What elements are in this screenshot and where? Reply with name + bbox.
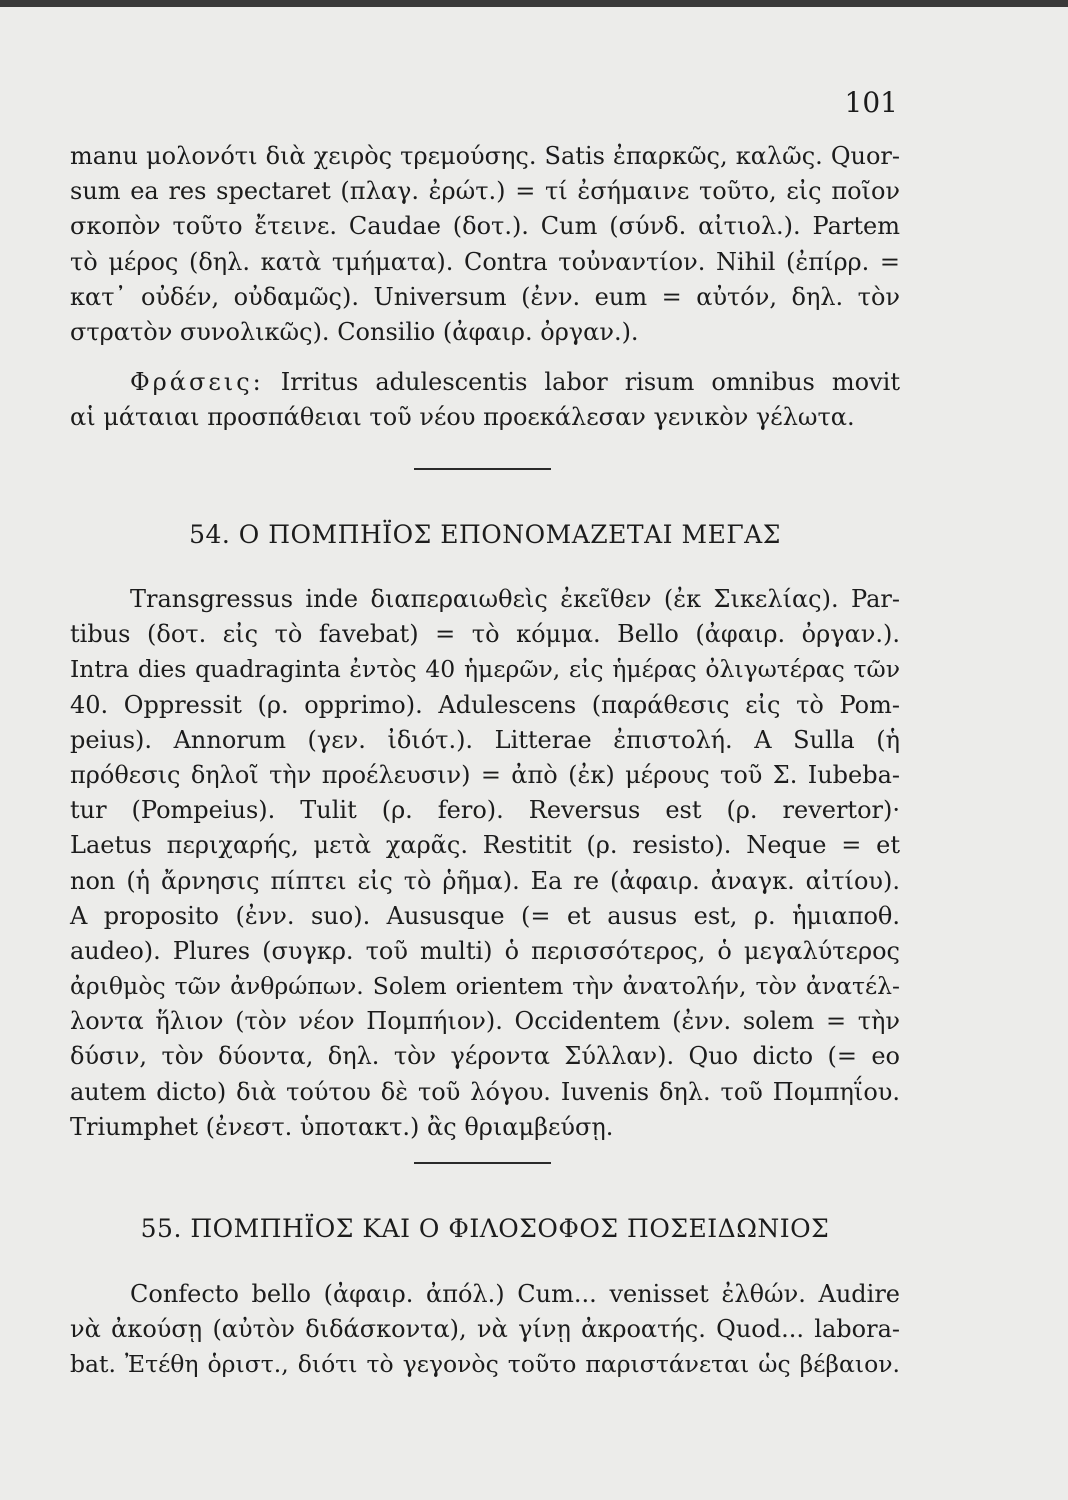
page-number: 101 xyxy=(844,86,898,119)
text-line: λοντα ἥλιον (τὸν νέον Πομπήιον). Occidentem (ἐνν. solem = τὴν xyxy=(70,1007,900,1036)
text-line: tur (Pompeius). Tulit (ρ. fero). Reversus est (ρ. revertor)· xyxy=(70,796,900,825)
text-line: sum ea res spectaret (πλαγ. ἐρώτ.) = τί ἐσήμαινε τοῦτο, εἰς ποῖον xyxy=(70,177,900,206)
section-55-paragraph xyxy=(70,1277,900,1383)
section-55-heading: 55. ΠΟΜΠΗΪΟΣ ΚΑΙ Ο ΦΙΛΟΣΟΦΟΣ ΠΟΣΕΙΔΩΝΙΟΣ xyxy=(140,1214,830,1243)
phrases-label: Φράσεις: xyxy=(130,368,264,396)
text-line: στρατὸν συνολικῶς). Consilio (ἀφαιρ. ὀργαν.). xyxy=(70,317,639,346)
text-line: σκοπὸν τοῦτο ἔτεινε. Caudae (δοτ.). Cum (σύνδ. αἰτιολ.). Partem xyxy=(70,212,900,241)
phrases-latin: Irritus adulescentis labor risum omnibus movit xyxy=(280,368,900,396)
text-line: bat. Ἐτέθη ὁριστ., διότι τὸ γεγονὸς τοῦτο παριστάνεται ὡς βέβαιον. xyxy=(70,1350,900,1379)
section-54-paragraph xyxy=(70,582,900,1145)
text-line: Transgressus inde διαπεραιωθεὶς ἐκεῖθεν (ἐκ Σικελίας). Par- xyxy=(130,585,900,613)
text-line: Triumphet (ἐνεστ. ὑποτακτ.) ἂς θριαμβεύσῃ. xyxy=(70,1112,614,1141)
section-divider xyxy=(414,468,551,470)
text-line: τὸ μέρος (δηλ. κατὰ τμήματα). Contra τοὐναντίον. Nihil (ἐπίρρ. = xyxy=(70,247,900,276)
text-line: audeo). Plures (συγκρ. τοῦ multi) ὁ περισσότερος, ὁ μεγαλύτερος xyxy=(70,936,900,965)
text-line: tibus (δοτ. εἰς τὸ favebat) = τὸ κόμμα. Bello (ἀφαιρ. ὀργαν.). xyxy=(70,620,900,649)
phrases-line xyxy=(70,365,900,400)
text-line: αἱ μάταιαι προσπάθειαι τοῦ νέου προεκάλεσαν γενικὸν γέλωτα. xyxy=(70,403,855,432)
text-line: δύσιν, τὸν δύοντα, δηλ. τὸν γέροντα Σύλλαν). Quo dicto (= eo xyxy=(70,1042,900,1071)
phrases-paragraph xyxy=(70,365,900,435)
text-line: νὰ ἀκούσῃ (αὐτὸν διδάσκοντα), νὰ γίνῃ ἀκροατής. Quod... labora- xyxy=(70,1315,900,1344)
text-line: 40. Oppressit (ρ. opprimo). Adulescens (παράθεσις εἰς τὸ Pom- xyxy=(70,690,900,719)
text-line: non (ἡ ἄρνησις πίπτει εἰς τὸ ῥῆμα). Ea re (ἀφαιρ. ἀναγκ. αἰτίου). xyxy=(70,866,900,895)
section-54-heading: 54. Ο ΠΟΜΠΗΪΟΣ ΕΠΟΝΟΜΑΖΕΤΑΙ ΜΕΓΑΣ xyxy=(189,520,781,549)
text-line: Confecto bello (ἀφαιρ. ἀπόλ.) Cum... venisset ἐλθών. Audire xyxy=(130,1280,900,1308)
text-line: Laetus περιχαρής, μετὰ χαρᾶς. Restitit (ρ. resisto). Neque = et xyxy=(70,831,900,860)
text-line: ἀριθμὸς τῶν ἀνθρώπων. Solem orientem τὴν ἀνατολήν, τὸν ἀνατέλ- xyxy=(70,972,900,1001)
text-line: κατ᾽ οὐδέν, οὐδαμῶς). Universum (ἐνν. eum = αὐτόν, δηλ. τὸν xyxy=(70,282,900,311)
continuation-paragraph xyxy=(70,139,900,350)
text-line: πρόθεσις δηλοῖ τὴν προέλευσιν) = ἀπὸ (ἐκ) μέρους τοῦ Σ. Iubeba- xyxy=(70,760,900,789)
section-divider xyxy=(414,1162,551,1164)
text-line: Intra dies quadraginta ἐντὸς 40 ἡμερῶν, εἰς ἡμέρας ὀλιγωτέρας τῶν xyxy=(70,655,900,684)
page-top-edge xyxy=(0,0,1068,7)
text-line: peius). Annorum (γεν. ἰδιότ.). Litterae ἐπιστολή. A Sulla (ἡ xyxy=(70,725,900,754)
text-line: autem dicto) διὰ τούτου δὲ τοῦ λόγου. Iuvenis δηλ. τοῦ Πομπηΐου. xyxy=(70,1077,900,1106)
text-line: A proposito (ἐνν. suo). Aususque (= et ausus est, ρ. ἡμιαποθ. xyxy=(70,901,900,930)
text-line: manu μολονότι διὰ χειρὸς τρεμούσης. Satis ἐπαρκῶς, καλῶς. Quor- xyxy=(70,142,900,170)
